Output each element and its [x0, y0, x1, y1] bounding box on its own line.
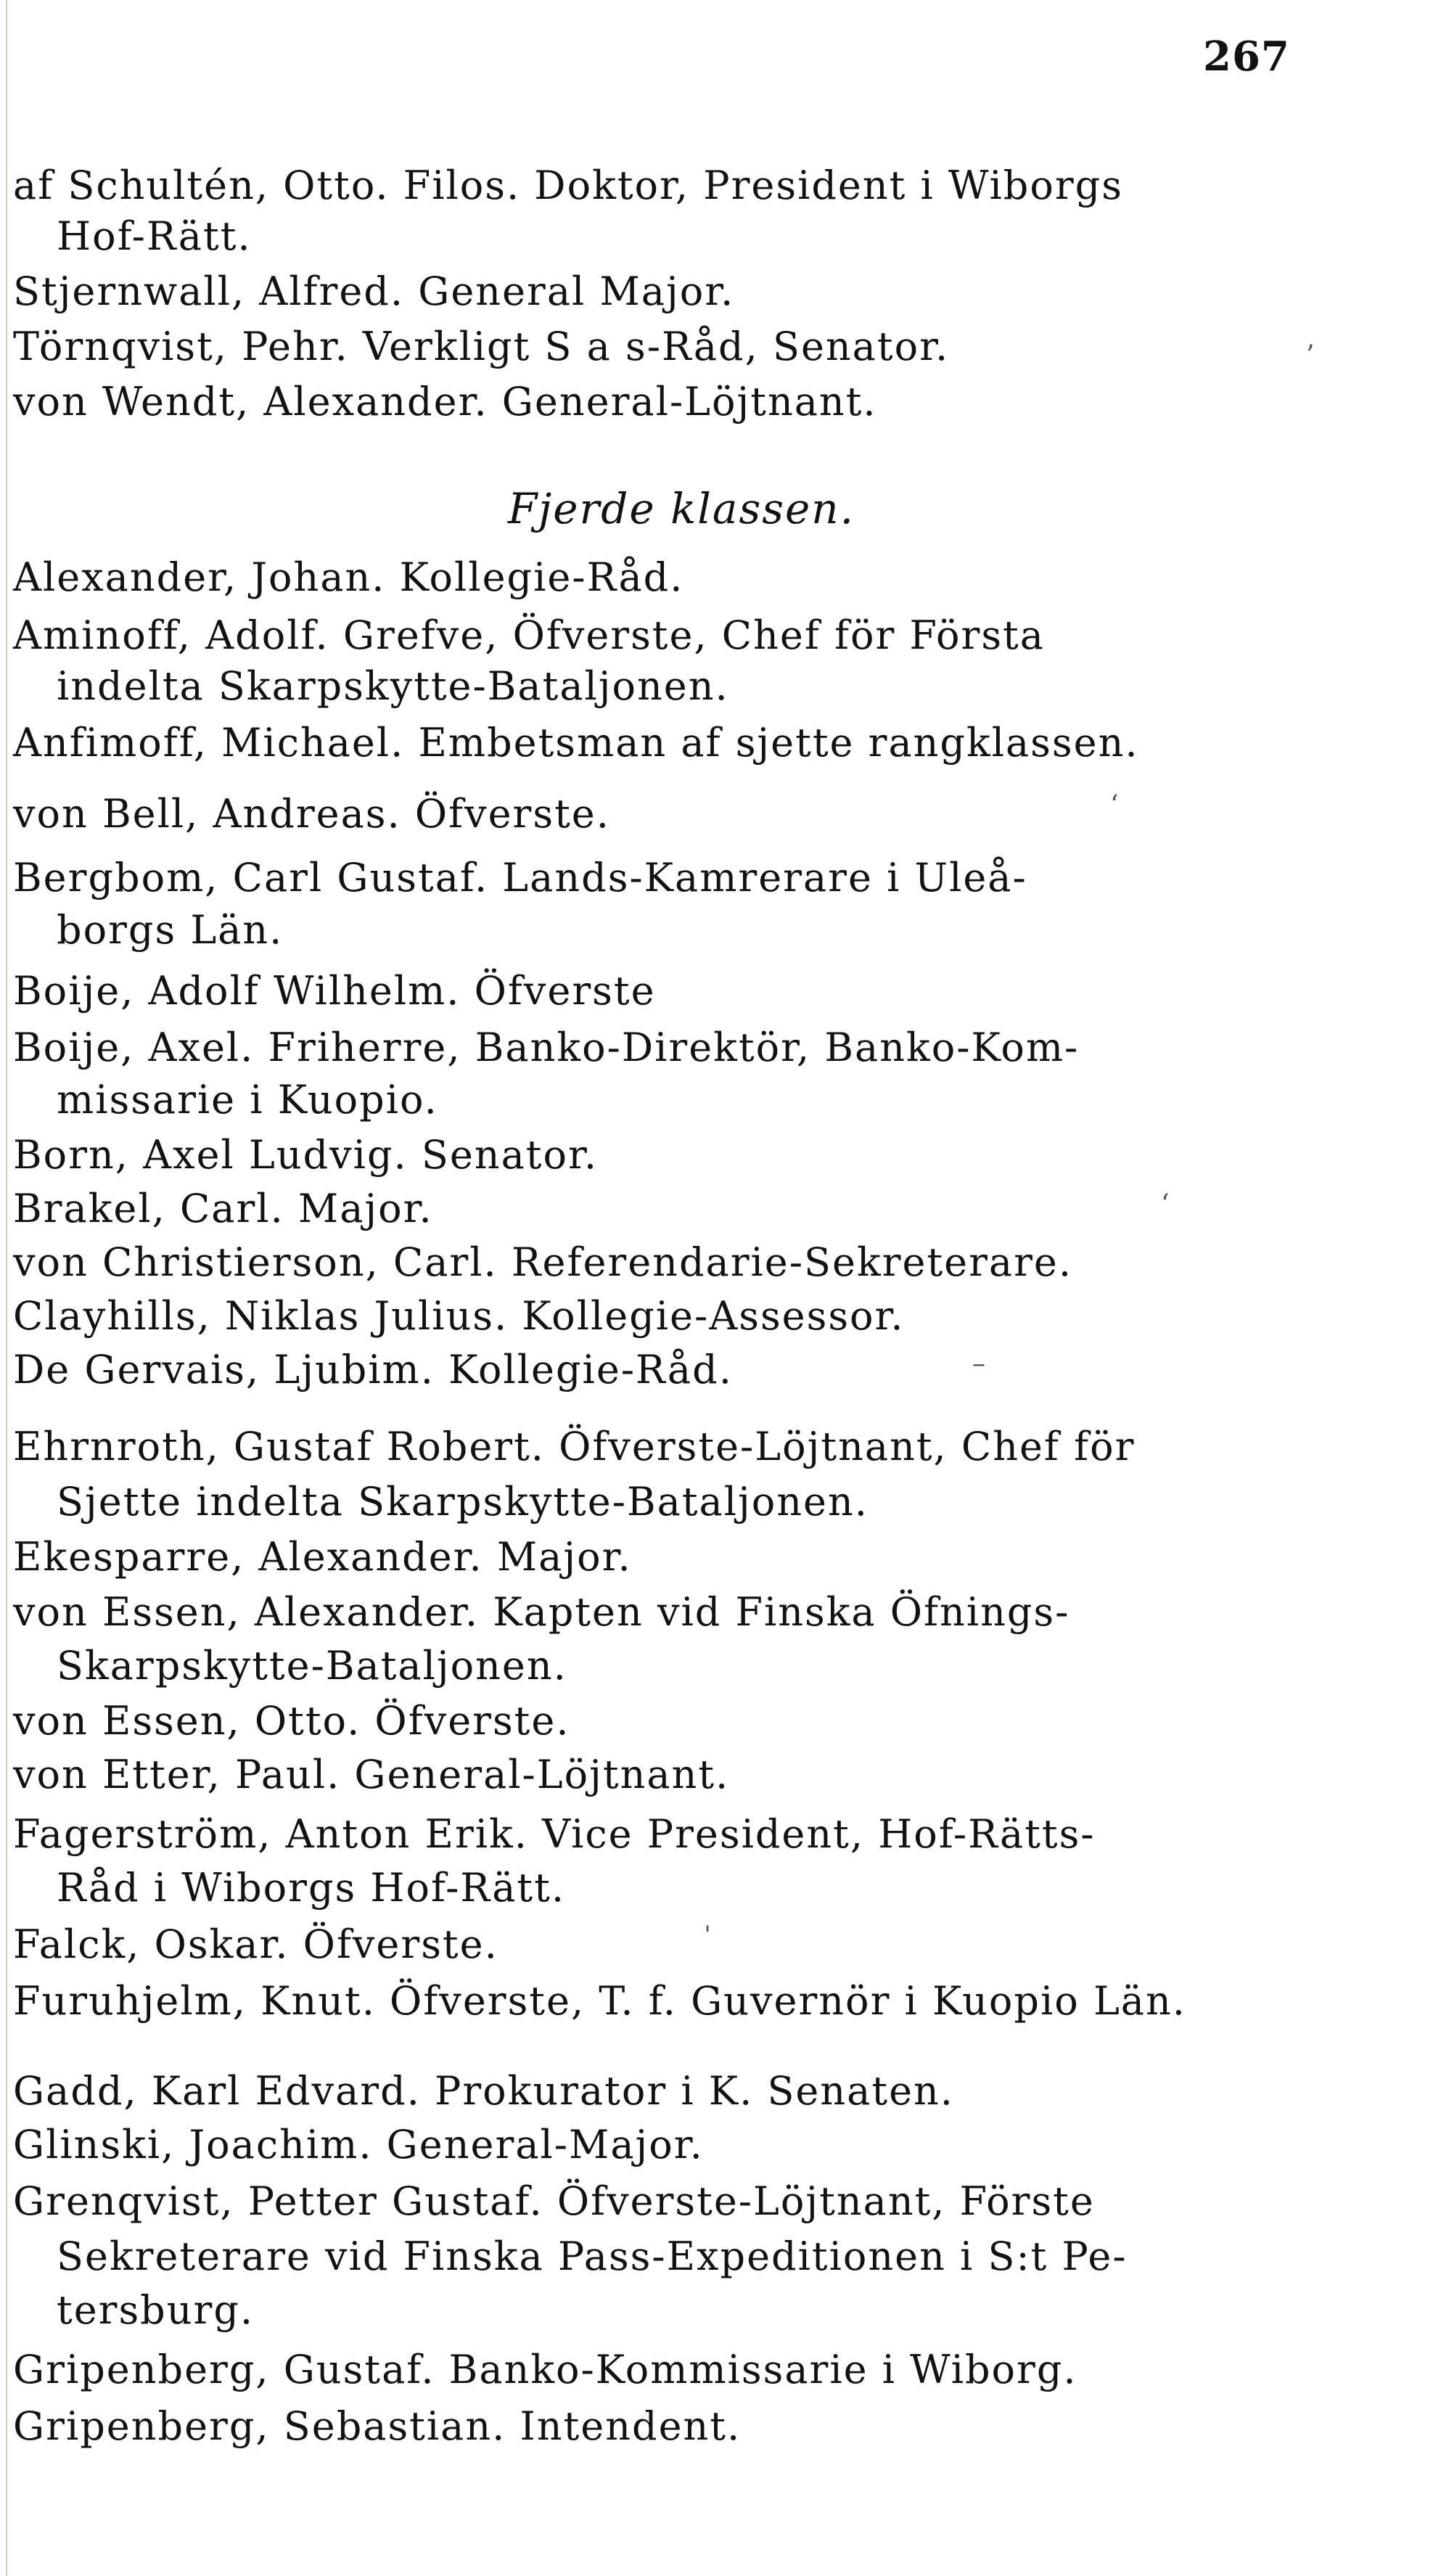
- entry-line: Gripenberg, Gustaf. Banko-Kommissarie i Wiborg.: [13, 2347, 1077, 2392]
- section-heading: Fjerde klassen.: [508, 484, 855, 533]
- entry-line: von Bell, Andreas. Öfverste.: [13, 791, 610, 837]
- entry-line: Aminoff, Adolf. Grefve, Öfverste, Chef för Första: [13, 612, 1045, 658]
- entry-line: von Essen, Otto. Öfverste.: [13, 1698, 570, 1744]
- page-number: 267: [1203, 33, 1290, 81]
- entry-continuation-line: tersburg.: [57, 2287, 255, 2333]
- entry-continuation-line: Råd i Wiborgs Hof-Rätt.: [57, 1865, 565, 1911]
- entry-line: af Schultén, Otto. Filos. Doktor, President i Wiborgs: [13, 163, 1123, 208]
- entry-line: Fagerström, Anton Erik. Vice President, Hof-Rätts-: [13, 1811, 1096, 1857]
- entry-line: Grenqvist, Petter Gustaf. Öfverste-Löjtnant, Förste: [13, 2178, 1095, 2224]
- print-speck: ’: [1306, 340, 1315, 370]
- entry-line: Ekesparre, Alexander. Major.: [13, 1534, 632, 1580]
- entry-line: Glinski, Joachim. General-Major.: [13, 2122, 704, 2167]
- entry-line: Clayhills, Niklas Julius. Kollegie-Assessor.: [13, 1293, 905, 1339]
- entry-line: Ehrnroth, Gustaf Robert. Öfverste-Löjtnant, Chef för: [13, 1424, 1136, 1469]
- print-speck: –: [972, 1349, 985, 1379]
- entry-line: Furuhjelm, Knut. Öfverste, T. f. Guvernör i Kuopio Län.: [13, 1978, 1186, 2024]
- entry-line: Boije, Axel. Friherre, Banko-Direktör, Banko-Kom-: [13, 1025, 1080, 1070]
- entry-continuation-line: Skarpskytte-Bataljonen.: [57, 1643, 567, 1689]
- print-speck: ˈ: [704, 1922, 711, 1952]
- entry-line: von Essen, Alexander. Kapten vid Finska Öfnings-: [13, 1589, 1070, 1635]
- entry-line: Gadd, Karl Edvard. Prokurator i K. Senaten.: [13, 2068, 954, 2114]
- print-speck: ‘: [1110, 790, 1119, 820]
- entry-line: Falck, Oskar. Öfverste.: [13, 1921, 498, 1967]
- entry-line: Anfimoff, Michael. Embetsman af sjette rangklassen.: [13, 720, 1139, 766]
- entry-line: Boije, Adolf Wilhelm. Öfverste: [13, 968, 656, 1014]
- entry-line: Brakel, Carl. Major.: [13, 1186, 433, 1231]
- entry-line: von Christierson, Carl. Referendarie-Sekreterare.: [13, 1239, 1073, 1285]
- entry-line: von Etter, Paul. General-Löjtnant.: [13, 1752, 730, 1797]
- entry-line: Bergbom, Carl Gustaf. Lands-Kamrerare i Uleå-: [13, 855, 1027, 901]
- entry-continuation-line: Hof-Rätt.: [57, 213, 252, 259]
- entry-line: Törnqvist, Pehr. Verkligt S a s-Råd, Senator.: [13, 324, 950, 369]
- entry-line: Born, Axel Ludvig. Senator.: [13, 1132, 599, 1178]
- entry-line: De Gervais, Ljubim. Kollegie-Råd.: [13, 1347, 733, 1392]
- entry-line: Gripenberg, Sebastian. Intendent.: [13, 2403, 742, 2449]
- entry-line: Stjernwall, Alfred. General Major.: [13, 268, 735, 314]
- entry-continuation-line: missarie i Kuopio.: [57, 1077, 438, 1123]
- entry-continuation-line: borgs Län.: [57, 907, 284, 953]
- entry-line: Alexander, Johan. Kollegie-Råd.: [13, 554, 684, 600]
- entry-continuation-line: Sekreterare vid Finska Pass-Expeditionen i S:t Pe-: [57, 2234, 1128, 2279]
- page-edge-line: [6, 0, 7, 2576]
- entry-line: von Wendt, Alexander. General-Löjtnant.: [13, 379, 877, 424]
- entry-continuation-line: indelta Skarpskytte-Bataljonen.: [57, 663, 729, 709]
- print-speck: ‘: [1161, 1189, 1170, 1219]
- entry-continuation-line: Sjette indelta Skarpskytte-Bataljonen.: [57, 1479, 869, 1525]
